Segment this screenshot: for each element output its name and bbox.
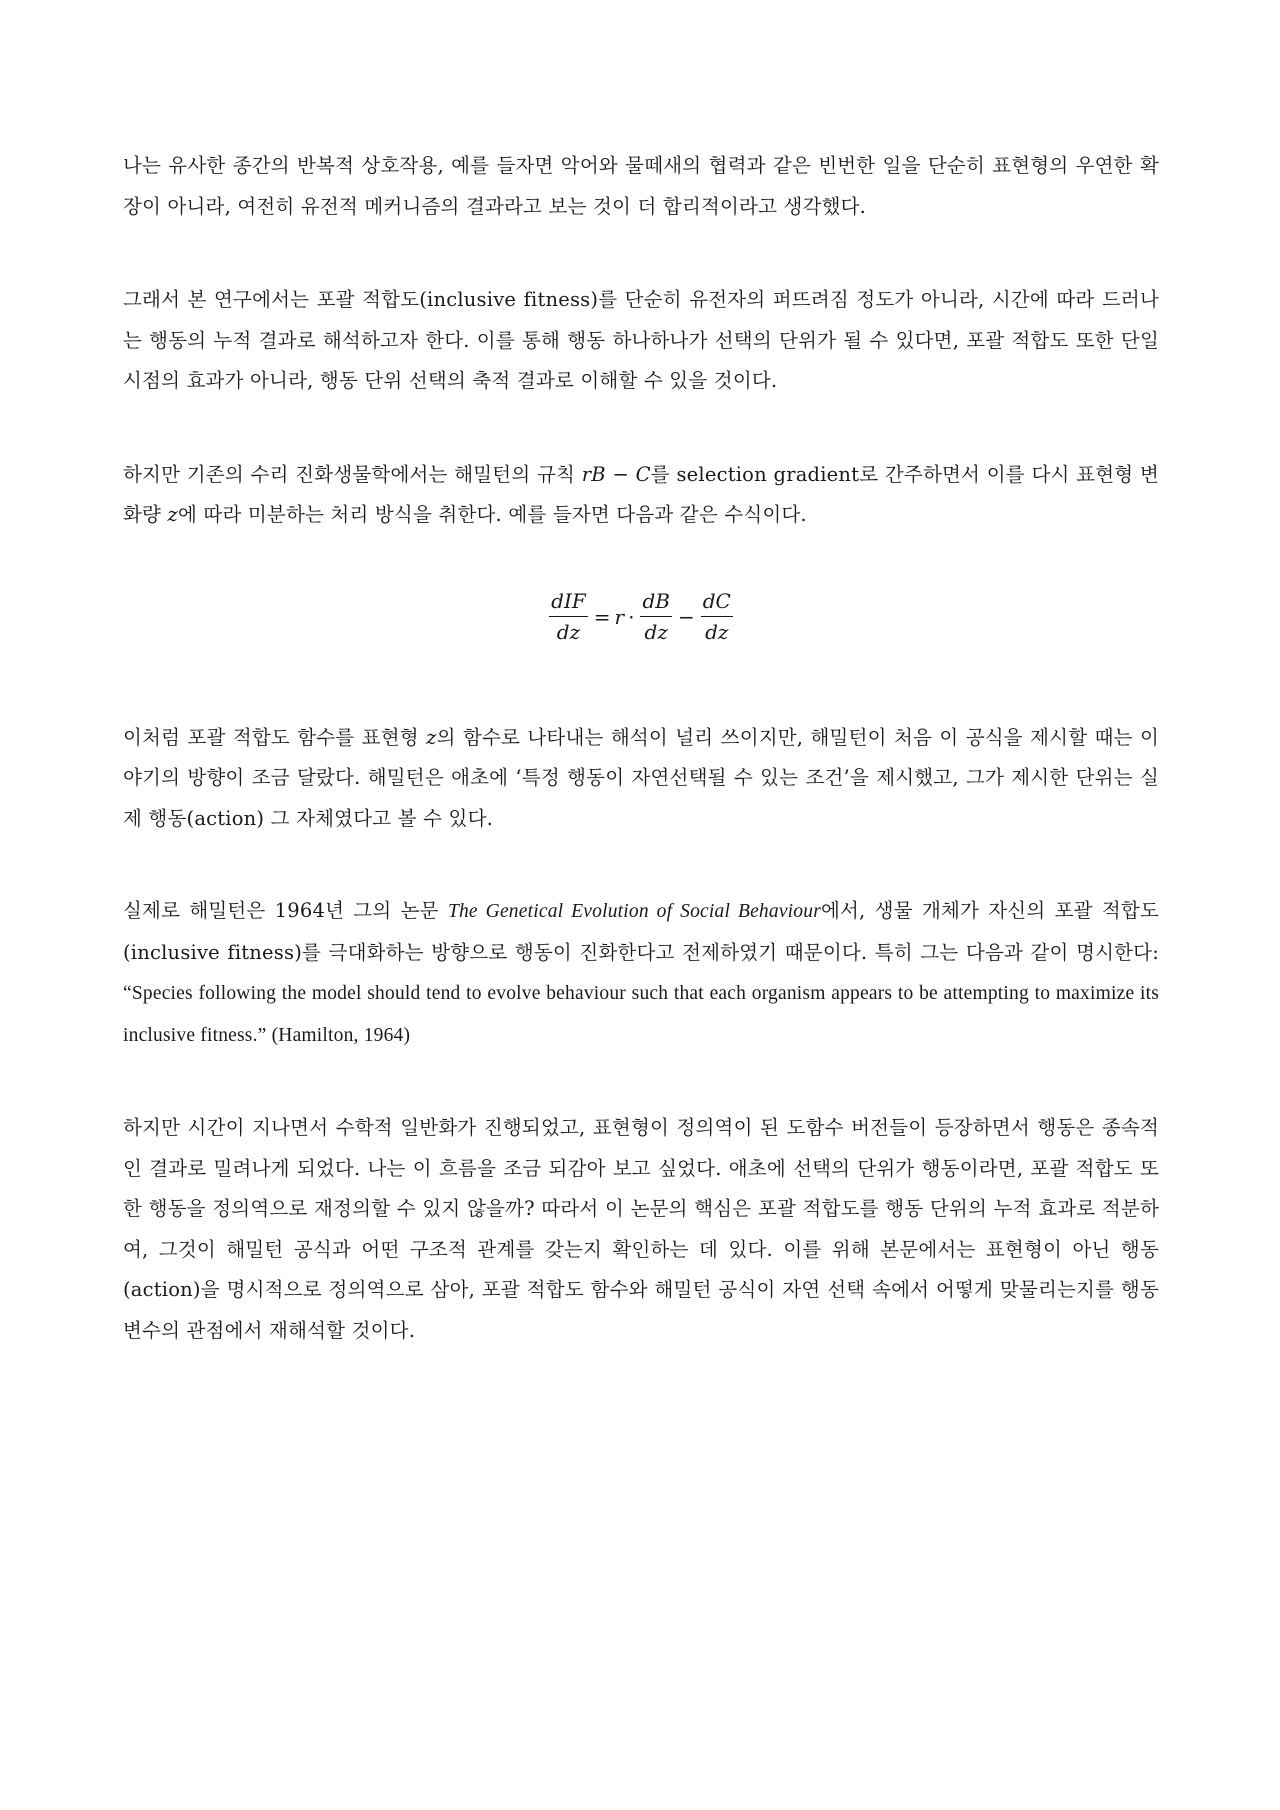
- paragraph-3-text-b: 를 selection gradient로 간주하면서 이를 다시 표현형 변화량: [123, 462, 1159, 526]
- fraction-db-dz: [640, 588, 672, 645]
- paragraph-5: [123, 891, 1159, 1056]
- minus-sign: −: [677, 604, 695, 629]
- paper-title-italic: The Genetical Evolution of Social Behaviour: [447, 901, 821, 922]
- phenotype-variable-inline: z: [167, 503, 178, 526]
- hamilton-rule-inline: rB − C: [581, 462, 651, 486]
- paragraph-5-text-a: 실제로 해밀턴은 1964년 그의 논문: [123, 899, 448, 922]
- paragraph-3-text-a: 하지만 기존의 수리 진화생물학에서는 해밀턴의 규칙: [123, 462, 582, 486]
- paragraph-4-text-b: 의 함수로 나타내는 해석이 널리 쓰이지만, 해밀턴이 처음 이 공식을 제시할 때는 이야기의 방향이 조금 달랐다. 해밀턴은 애초에 ‘특정 행동이 자연선택될 수 있는 조건’을 제시했고, 그가 제시한 단위는 실제 행동(action) 그 자체였다고 볼 수 있다.: [123, 725, 1160, 830]
- fraction-numerator: dC: [701, 588, 733, 617]
- fraction-dc-dz: [701, 588, 733, 645]
- paragraph-3: [123, 455, 1159, 536]
- derivative-equation: [123, 544, 1159, 690]
- paragraph-4: [123, 718, 1159, 840]
- fraction-numerator: dB: [640, 588, 672, 617]
- fraction-denominator: dz: [644, 620, 668, 644]
- paragraph-6: 하지만 시간이 지나면서 수학적 일반화가 진행되었고, 표현형이 정의역이 된 도함수 버전들이 등장하면서 행동은 종속적인 결과로 밀려나게 되었다. 나는 이 흐름을 조금 되감아 보고 싶었다. 애초에 선택의 단위가 행동이라면, 포괄 적합도 또한 행동을 정의역으로 재정의할 수 있지 않을까? 따라서 이 논문의 핵심은 포괄 적합도를 행동 단위의 누적 효과로 적분하여, 그것이 해밀턴 공식과 어떤 구조적 관계를 갖는지 확인하는 데 있다. 이를 위해 본문에서는 표현형이 아닌 행동(action)을 명시적으로 정의역으로 삼아, 포괄 적합도 함수와 해밀턴 공식이 자연 선택 속에서 어떻게 맞물리는지를 행동 변수의 관점에서 재해석할 것이다.: [123, 1116, 1159, 1342]
- hamilton-quote: “Species following the model should tend to evolve behaviour such that each organism appears to be attempting to maximize its inclusive fitness.” (Hamilton, 1964): [123, 983, 1159, 1046]
- relatedness-variable: r: [614, 604, 625, 629]
- equals-sign: =: [593, 604, 611, 629]
- fraction-dif-dz: [549, 588, 588, 645]
- paragraph-3-text-c: 에 따라 미분하는 처리 방식을 취한다. 예를 들자면 다음과 같은 수식이다.: [177, 503, 807, 526]
- paragraph-1: 나는 유사한 종간의 반복적 상호작용, 예를 들자면 악어와 물떼새의 협력과 같은 빈번한 일을 단순히 표현형의 우연한 확장이 아니라, 여전히 유전적 메커니즘의 결과라고 보는 것이 더 합리적이라고 생각했다.: [123, 154, 1159, 218]
- fraction-denominator: dz: [556, 620, 581, 644]
- fraction-numerator: dIF: [549, 588, 588, 617]
- paragraph-5-text-b: 에서, 생물 개체가 자신의 포괄 적합도(inclusive fitness)를 극대화하는 방향으로 행동이 진화한다고 전제하였기 때문이다. 특히 그는 다음과 같이 명시한다:: [123, 899, 1159, 964]
- paragraph-2: 그래서 본 연구에서는 포괄 적합도(inclusive fitness)를 단순히 유전자의 퍼뜨려짐 정도가 아니라, 시간에 따라 드러나는 행동의 누적 결과로 해석하고자 한다. 이를 통해 행동 하나하나가 선택의 단위가 될 수 있다면, 포괄 적합도 또한 단일 시점의 효과가 아니라, 행동 단위 선택의 축적 결과로 이해할 수 있을 것이다.: [123, 288, 1159, 392]
- document-page: [123, 146, 1159, 1403]
- phenotype-variable-inline: z: [426, 725, 437, 749]
- paragraph-4-text-a: 이처럼 포괄 적합도 함수를 표현형: [123, 725, 427, 749]
- fraction-denominator: dz: [705, 620, 729, 644]
- multiplication-dot: ·: [628, 604, 635, 629]
